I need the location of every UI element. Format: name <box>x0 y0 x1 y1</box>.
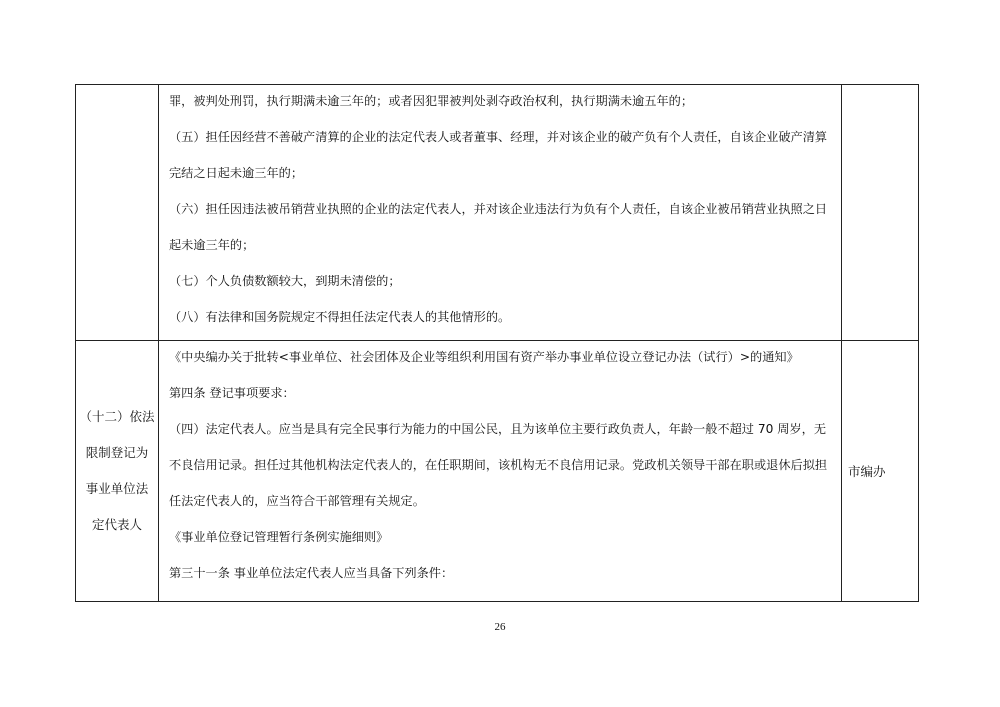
category-line: （十二）依法 <box>79 409 155 424</box>
content-line: （八）有法律和国务院规定不得担任法定代表人的其他情形的。 <box>169 310 511 324</box>
department-cell: 市编办 <box>842 341 919 602</box>
page-number: 26 <box>494 621 506 633</box>
category-cell <box>76 341 159 602</box>
content-line: （五）担任因经营不善破产清算的企业的法定代表人或者董事、经理，并对该企业的破产负有个人责任，自该企业破产清算 <box>169 130 828 144</box>
content-line: 第四条 登记事项要求： <box>169 386 295 400</box>
content-cell <box>159 341 842 602</box>
content-line: 不良信用记录。担任过其他机构法定代表人的，在任职期间，该机构无不良信用记录。党政机关领导干部在职或退休后拟担 <box>169 458 828 472</box>
category-line: 定代表人 <box>91 517 142 532</box>
content-cell <box>159 85 842 341</box>
content-line: 起未逾三年的； <box>169 238 255 252</box>
content-line: （四）法定代表人。应当是具有完全民事行为能力的中国公民，且为该单位主要行政负责人，年龄一般不超过 70 周岁，无 <box>169 422 827 436</box>
content-line: 任法定代表人的，应当符合干部管理有关规定。 <box>169 494 425 508</box>
content-line: 完结之日起未逾三年的； <box>169 166 304 180</box>
content-line: 第三十一条 事业单位法定代表人应当具备下列条件： <box>169 566 454 580</box>
content-line: （六）担任因违法被吊销营业执照的企业的法定代表人，并对该企业违法行为负有个人责任，自该企业被吊销营业执照之日 <box>169 202 828 216</box>
regulation-table <box>75 84 919 602</box>
table-row <box>76 341 919 602</box>
content-line: 《中央编办关于批转<事业单位、社会团体及企业等组织利用国有资产举办事业单位设立登记办法（试行）>的通知》 <box>169 350 799 364</box>
content-line: 罪，被判处刑罚，执行期满未逾三年的；或者因犯罪被判处剥夺政治权利，执行期满未逾五年的； <box>169 94 694 108</box>
category-line: 限制登记为 <box>85 445 149 460</box>
category-line: 事业单位法 <box>85 481 149 496</box>
department-cell-empty <box>842 85 919 341</box>
content-line: （七）个人负债数额较大，到期未清偿的； <box>169 274 401 288</box>
category-cell-empty <box>76 85 159 341</box>
content-line: 《事业单位登记管理暂行条例实施细则》 <box>169 530 389 544</box>
table-row <box>76 85 919 341</box>
